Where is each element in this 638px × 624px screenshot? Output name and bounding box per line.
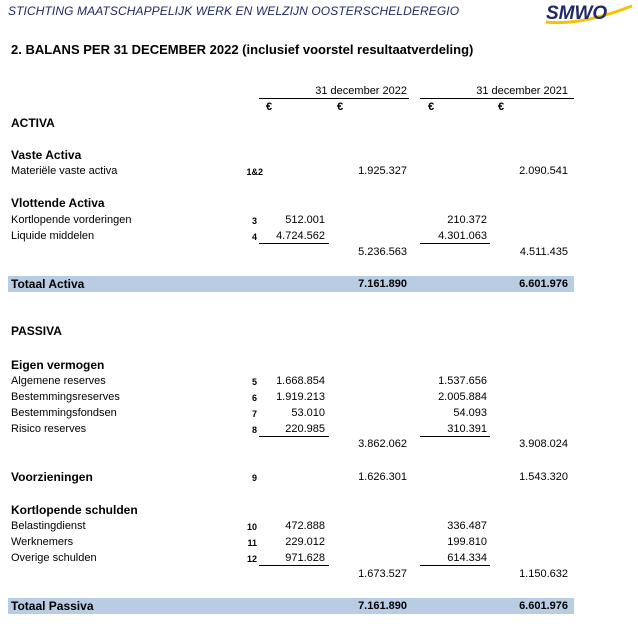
subtotal-line xyxy=(259,243,329,244)
subtotal-line xyxy=(259,565,329,566)
total-activa-2022: 7.161.890 xyxy=(358,278,407,290)
note-ref: 3 xyxy=(251,216,257,226)
subtotal-line xyxy=(420,565,490,566)
row-label: Materiële vaste activa xyxy=(11,165,118,177)
amount-2021: 2.090.541 xyxy=(519,165,568,177)
amount-2022: 4.724.562 xyxy=(276,230,325,242)
activa-heading: ACTIVA xyxy=(11,116,55,130)
amount-2022: 229.012 xyxy=(285,536,325,548)
vlottende-activa-heading: Vlottende Activa xyxy=(11,196,105,210)
total-activa-2021: 6.601.976 xyxy=(519,278,568,290)
subtotal-2022: 5.236.563 xyxy=(358,246,407,258)
amount-2021: 199.810 xyxy=(447,536,487,548)
note-ref: 10 xyxy=(246,522,257,532)
subtotal-2022: 1.673.527 xyxy=(358,568,407,580)
column-header-2021: 31 december 2021 xyxy=(476,85,568,97)
page-title: 2. BALANS PER 31 DECEMBER 2022 (inclusief voorstel resultaatverdeling) xyxy=(11,42,474,57)
header-underline-2021 xyxy=(420,98,574,99)
amount-2021: 1.543.320 xyxy=(519,471,568,483)
amount-2022: 1.626.301 xyxy=(358,471,407,483)
amount-2022: 1.925.327 xyxy=(358,165,407,177)
organization-name: STICHTING MAATSCHAPPELIJK WERK EN WELZIJN OOSTERSCHELDEREGIO xyxy=(8,4,460,18)
subtotal-2021: 1.150.632 xyxy=(519,568,568,580)
logo-graphic xyxy=(540,0,638,26)
note-ref: 6 xyxy=(251,393,257,403)
subtotal-2021: 4.511.435 xyxy=(519,246,568,258)
row-label: Overige schulden xyxy=(11,552,97,564)
amount-2022: 53.010 xyxy=(291,407,325,419)
amount-2022: 512.001 xyxy=(285,214,325,226)
vaste-activa-heading: Vaste Activa xyxy=(11,148,82,162)
smwo-logo xyxy=(540,0,638,26)
currency-symbol: € xyxy=(428,101,435,113)
total-passiva-2021: 6.601.976 xyxy=(519,600,568,612)
total-passiva-2022: 7.161.890 xyxy=(358,600,407,612)
amount-2022: 472.888 xyxy=(285,520,325,532)
svg-text:SMWO: SMWO xyxy=(546,3,608,24)
header-underline-2022 xyxy=(259,98,409,99)
amount-2022: 220.985 xyxy=(285,423,325,435)
amount-2022: 1.668.854 xyxy=(276,375,325,387)
note-ref: 4 xyxy=(251,232,257,242)
subtotal-line xyxy=(259,436,329,437)
total-passiva-label: Totaal Passiva xyxy=(11,599,94,613)
passiva-heading: PASSIVA xyxy=(11,324,62,338)
note-ref: 9 xyxy=(251,473,257,483)
eigen-vermogen-heading: Eigen vermogen xyxy=(11,358,105,372)
row-label: Liquide middelen xyxy=(11,230,95,242)
currency-symbol: € xyxy=(498,101,505,113)
note-ref: 8 xyxy=(251,425,257,435)
row-label: Belastingdienst xyxy=(11,520,86,532)
note-ref: 12 xyxy=(246,554,257,564)
amount-2022: 971.628 xyxy=(285,552,325,564)
row-label: Risico reserves xyxy=(11,423,87,435)
subtotal-line xyxy=(420,436,490,437)
note-ref: 11 xyxy=(247,538,257,548)
currency-symbol: € xyxy=(266,101,273,113)
amount-2021: 614.334 xyxy=(447,552,487,564)
row-label: Algemene reserves xyxy=(11,375,106,387)
currency-symbol: € xyxy=(337,101,344,113)
amount-2021: 336.487 xyxy=(447,520,487,532)
row-label: Bestemmingsreserves xyxy=(11,391,120,403)
note-ref: 7 xyxy=(251,409,257,419)
amount-2021: 310.391 xyxy=(447,423,487,435)
note-ref: 1&2 xyxy=(246,167,263,177)
row-label: Bestemmingsfondsen xyxy=(11,407,117,419)
amount-2022: 1.919.213 xyxy=(276,391,325,403)
total-activa-label: Totaal Activa xyxy=(11,277,85,291)
amount-2021: 4.301.063 xyxy=(438,230,487,242)
kortlopende-schulden-heading: Kortlopende schulden xyxy=(11,503,138,517)
voorzieningen-heading: Voorzieningen xyxy=(11,470,93,484)
subtotal-2021: 3.908.024 xyxy=(519,438,568,450)
subtotal-2022: 3.862.062 xyxy=(358,438,407,450)
amount-2021: 210.372 xyxy=(447,214,487,226)
row-label: Werknemers xyxy=(11,536,74,548)
subtotal-line xyxy=(420,243,490,244)
column-header-2022: 31 december 2022 xyxy=(315,85,407,97)
amount-2021: 54.093 xyxy=(453,407,487,419)
row-label: Kortlopende vorderingen xyxy=(11,214,132,226)
amount-2021: 2.005.884 xyxy=(438,391,487,403)
amount-2021: 1.537.656 xyxy=(438,375,487,387)
note-ref: 5 xyxy=(251,377,257,387)
